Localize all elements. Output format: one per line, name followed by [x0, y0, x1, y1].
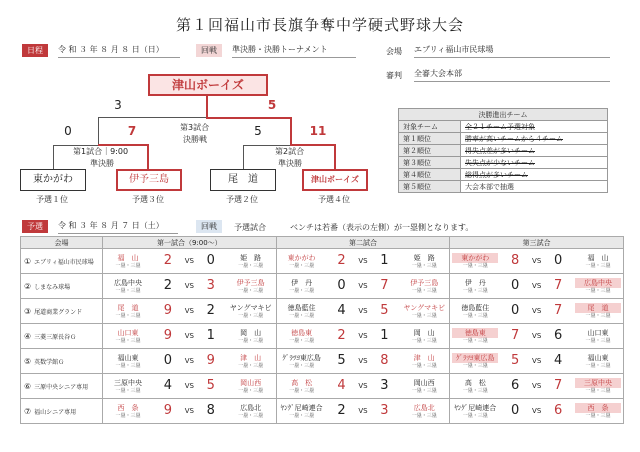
field-side: 一塁・三塁 — [289, 312, 315, 319]
game-cell — [276, 324, 450, 349]
prelim-round-value: 予選試合 — [234, 223, 266, 232]
score: 2 — [337, 403, 346, 418]
score: 9 — [163, 403, 172, 418]
final-name: 決勝戦 — [183, 135, 207, 144]
vs-label: VS — [184, 307, 194, 315]
team-name: 高 松 — [464, 378, 486, 387]
col-header: 第二試合 — [276, 237, 450, 249]
prelim-round-label: 回戦 — [196, 220, 222, 233]
score: 3 — [206, 278, 215, 293]
field-side: 一塁・三塁 — [238, 362, 264, 369]
score: 0 — [163, 353, 172, 368]
champion-box: 津山ボーイズ — [148, 74, 268, 96]
venue-name: 福山シニア専用 — [34, 408, 77, 416]
field-side: 一塁・三塁 — [585, 362, 611, 369]
game-cell — [450, 299, 624, 324]
vs-label: VS — [358, 407, 368, 415]
team-name: 尾 道 — [117, 303, 139, 312]
team-name: 福 山 — [117, 253, 139, 262]
venue-number: ⑥ — [24, 381, 32, 391]
score: 5 — [206, 378, 215, 393]
score: 6 — [553, 328, 563, 343]
team-box: 東かがわ — [20, 169, 86, 191]
game-cell — [450, 349, 624, 374]
team-name: 伊予三島 — [410, 278, 439, 287]
field-side: 一塁・三塁 — [411, 387, 437, 394]
field-side: 一塁・三塁 — [238, 287, 264, 294]
vs-label: VS — [532, 382, 542, 390]
score: 2 — [163, 278, 172, 293]
umpire-label: 審判 — [386, 71, 402, 80]
team-name: ｸﾞﾗﾂﾖ東広島 — [452, 353, 498, 363]
field-side: 一塁・三塁 — [115, 337, 141, 344]
game-cell — [103, 324, 277, 349]
team-note: 予選４位 — [318, 195, 350, 204]
score: 3 — [380, 378, 389, 393]
score: 0 — [337, 278, 346, 293]
venue-name: 三菱三原長谷Ｇ — [34, 333, 77, 341]
score: 2 — [163, 253, 172, 268]
field-side: 一塁・三塁 — [238, 412, 264, 419]
team-name: 伊 丹 — [291, 278, 313, 287]
score: 9 — [163, 303, 172, 318]
team-name: 伊 丹 — [464, 278, 486, 287]
field-side: 一塁・三塁 — [289, 387, 315, 394]
team-name: 山口東 — [587, 328, 609, 337]
team-name: 徳島藍住 — [287, 303, 316, 312]
semi1-name: 準決勝 — [90, 159, 114, 168]
score: 6 — [511, 378, 520, 393]
semi2-game-no: 第2試合 — [275, 147, 305, 156]
venue-name: 三原中央シニア専用 — [34, 383, 89, 391]
field-side: 一塁・三塁 — [462, 412, 488, 419]
venue-name: 尾道商業グランド — [34, 308, 83, 316]
col-header: 第一試合（9:00～） — [103, 237, 277, 249]
team-name: 三原中央 — [114, 378, 142, 387]
team-name: 東かがわ — [452, 253, 498, 263]
field-side: 一塁・三塁 — [462, 262, 488, 269]
venue-name: 英数学館Ｇ — [34, 358, 65, 366]
game-cell — [450, 399, 624, 424]
team-name: 姫 路 — [240, 253, 262, 262]
team-name: 山口東 — [117, 328, 139, 337]
field-side: 一塁・三塁 — [115, 262, 141, 269]
score: 7 — [380, 278, 389, 293]
field-side: 一塁・三塁 — [238, 337, 264, 344]
team-name: 広島北 — [240, 403, 262, 412]
team-note: 予選１位 — [36, 195, 68, 204]
venue-number: ⑤ — [24, 356, 32, 366]
venue-value: エブリィ福山市民球場 — [414, 44, 610, 58]
team-box: 伊予三島 — [116, 169, 182, 191]
team-note: 予選２位 — [226, 195, 258, 204]
score: 9 — [163, 328, 172, 343]
score: 8 — [380, 353, 389, 368]
venue-cell — [21, 399, 103, 424]
vs-label: VS — [532, 257, 542, 265]
vs-label: VS — [184, 382, 194, 390]
game-cell — [103, 374, 277, 399]
prelim-table — [20, 236, 624, 424]
team-name: 岡 山 — [240, 328, 262, 337]
vs-label: VS — [532, 332, 542, 340]
team-name: 福山東 — [587, 353, 609, 362]
table-row — [21, 374, 624, 399]
venue-cell — [21, 249, 103, 274]
field-side: 一塁・三塁 — [411, 412, 437, 419]
field-side: 一塁・三塁 — [115, 362, 141, 369]
field-side: 一塁・三塁 — [462, 387, 488, 394]
game-cell — [103, 274, 277, 299]
page-title: 第１回福山市長旗争奪中学硬式野球大会 — [175, 16, 464, 34]
semi1-game-no: 第1試合｜9:00 — [73, 147, 129, 156]
game-cell — [276, 399, 450, 424]
field-side: 一塁・三塁 — [289, 412, 315, 419]
vs-label: VS — [358, 332, 368, 340]
prelim-note: ベンチは若番（表示の左側）が一塁側となります。 — [290, 223, 474, 232]
team-name: 広島北 — [413, 403, 435, 412]
venue-number: ④ — [24, 331, 32, 341]
table-row — [21, 274, 624, 299]
venue-name: エブリィ福山市民球場 — [34, 258, 94, 266]
field-side: 一塁・三塁 — [115, 287, 141, 294]
score: 1 — [380, 253, 389, 268]
score: 8 — [511, 253, 520, 268]
field-side: 一塁・三塁 — [289, 262, 315, 269]
game-cell — [276, 374, 450, 399]
venue-number: ③ — [24, 306, 32, 316]
field-side: 一塁・三塁 — [289, 362, 315, 369]
team-note: 予選３位 — [132, 195, 164, 204]
team-name: 福 山 — [587, 253, 609, 262]
round-label: 回戦 — [196, 44, 222, 57]
team-box: 尾 道 — [210, 169, 276, 191]
field-side: 一塁・三塁 — [462, 337, 488, 344]
team-name: ヤングマキビ — [229, 303, 272, 312]
field-side: 一塁・三塁 — [411, 312, 437, 319]
venue-number: ⑦ — [24, 406, 32, 416]
score: 0 — [511, 303, 520, 318]
team-name: 西 条 — [575, 403, 621, 413]
venue-cell — [21, 299, 103, 324]
field-side: 一塁・三塁 — [411, 287, 437, 294]
prelim-label: 予選 — [22, 220, 48, 233]
score: 5 — [337, 353, 346, 368]
semi2-score-right: 11 — [309, 124, 327, 138]
semi2-name: 準決勝 — [278, 159, 302, 168]
field-side: 一塁・三塁 — [289, 337, 315, 344]
semi1-score-left: 0 — [64, 124, 72, 138]
field-side: 一塁・三塁 — [411, 337, 437, 344]
field-side: 一塁・三塁 — [411, 362, 437, 369]
team-box: 津山ボーイズ — [302, 169, 368, 191]
col-header: 第三試合 — [450, 237, 624, 249]
score: 2 — [337, 253, 346, 268]
game-cell — [103, 349, 277, 374]
field-side: 一塁・三塁 — [289, 287, 315, 294]
field-side: 一塁・三塁 — [411, 262, 437, 269]
score: 7 — [553, 378, 563, 393]
table-row — [21, 349, 624, 374]
game-cell — [276, 274, 450, 299]
team-name: 津 山 — [413, 353, 435, 362]
game-cell — [276, 299, 450, 324]
venue-cell — [21, 324, 103, 349]
team-name: 広島中央 — [575, 278, 621, 288]
field-side: 一塁・三塁 — [238, 262, 264, 269]
venue-number: ① — [24, 256, 32, 266]
score: 1 — [206, 328, 215, 343]
venue-label: 会場 — [386, 47, 402, 56]
game-cell — [450, 324, 624, 349]
score: 5 — [380, 303, 389, 318]
field-side: 一塁・三塁 — [585, 312, 611, 319]
final-game-no: 第3試合 — [180, 123, 210, 132]
team-name: 津 山 — [240, 353, 262, 362]
score: 4 — [337, 378, 346, 393]
team-name: 高 松 — [291, 378, 313, 387]
team-name: 岡山西 — [413, 378, 435, 387]
vs-label: VS — [358, 307, 368, 315]
vs-label: VS — [184, 332, 194, 340]
score: 1 — [380, 328, 389, 343]
team-name: ﾔﾝｸﾞ尼崎連合 — [280, 403, 323, 412]
team-name: 岡 山 — [413, 328, 435, 337]
score: 0 — [511, 403, 520, 418]
score: 2 — [206, 303, 215, 318]
team-name: 福山東 — [117, 353, 139, 362]
game-cell — [103, 299, 277, 324]
venue-number: ② — [24, 281, 32, 291]
score: 4 — [337, 303, 346, 318]
team-name: 伊予三島 — [236, 278, 265, 287]
advance-table: 決勝進出チーム 対象チーム 全２１チーム予選対象 第１順位 勝率が高いチームから４チーム 第２順位 得失点差が多いチーム 第３順位 失失点が少ないチーム 第４順位 総得点が多いチーム 第５順位 大会本部で抽選 — [398, 108, 608, 193]
vs-label: VS — [184, 407, 194, 415]
game-cell — [450, 274, 624, 299]
team-name: 東かがわ — [287, 253, 316, 262]
field-side: 一塁・三塁 — [585, 387, 611, 394]
score: 5 — [511, 353, 520, 368]
final-score-right: 5 — [267, 98, 277, 112]
prelim-date: 令 和 ３ 年 ８ 月 ７ 日（土） — [58, 220, 178, 234]
score: 7 — [511, 328, 520, 343]
venue-cell — [21, 274, 103, 299]
game-cell — [103, 399, 277, 424]
field-side: 一塁・三塁 — [238, 387, 264, 394]
team-name: 徳島藍住 — [461, 303, 490, 312]
team-name: 西 条 — [117, 403, 139, 412]
date-value: 令 和 ３ 年 ８ 月 ８ 日（日） — [58, 44, 180, 58]
vs-label: VS — [358, 382, 368, 390]
field-side: 一塁・三塁 — [115, 412, 141, 419]
score: 6 — [553, 403, 563, 418]
team-name: ｸﾞﾗﾂﾖ東広島 — [282, 353, 321, 362]
vs-label: VS — [532, 407, 542, 415]
final-score-left: 3 — [114, 98, 122, 112]
score: 0 — [206, 253, 215, 268]
team-name: 広島中央 — [114, 278, 142, 287]
field-side: 一塁・三塁 — [585, 287, 611, 294]
score: 8 — [206, 403, 215, 418]
game-cell — [276, 249, 450, 274]
team-name: 徳島東 — [452, 328, 498, 338]
score: 0 — [511, 278, 520, 293]
team-name: 岡山西 — [240, 378, 262, 387]
venue-name: しまなみ球場 — [34, 283, 71, 291]
score: 4 — [163, 378, 172, 393]
vs-label: VS — [532, 282, 542, 290]
team-name: ヤングマキビ — [403, 303, 446, 312]
game-cell — [103, 249, 277, 274]
venue-cell — [21, 349, 103, 374]
table-row — [21, 299, 624, 324]
vs-label: VS — [184, 282, 194, 290]
vs-label: VS — [358, 357, 368, 365]
umpire-value: 全審大会本部 — [414, 68, 610, 82]
vs-label: VS — [358, 282, 368, 290]
semi2-score-left: 5 — [254, 124, 262, 138]
field-side: 一塁・三塁 — [115, 387, 141, 394]
field-side: 一塁・三塁 — [585, 412, 611, 419]
semi1-score-right: 7 — [127, 124, 137, 138]
round-value: 準決勝・決勝トーナメント — [232, 44, 356, 58]
vs-label: VS — [184, 357, 194, 365]
advance-title: 決勝進出チーム — [399, 109, 608, 121]
game-cell — [450, 374, 624, 399]
field-side: 一塁・三塁 — [115, 312, 141, 319]
table-row — [21, 249, 624, 274]
score: 7 — [553, 303, 563, 318]
score: 2 — [337, 328, 346, 343]
score: 0 — [553, 253, 563, 268]
field-side: 一塁・三塁 — [462, 362, 488, 369]
date-label: 日程 — [22, 44, 48, 57]
vs-label: VS — [532, 307, 542, 315]
score: 7 — [553, 278, 563, 293]
field-side: 一塁・三塁 — [585, 337, 611, 344]
team-name: 尾 道 — [575, 303, 621, 313]
vs-label: VS — [358, 257, 368, 265]
score: 9 — [206, 353, 215, 368]
team-name: 姫 路 — [413, 253, 435, 262]
team-name: 三原中央 — [575, 378, 621, 388]
field-side: 一塁・三塁 — [238, 312, 264, 319]
vs-label: VS — [532, 357, 542, 365]
team-name: ﾔﾝｸﾞ尼崎連合 — [454, 403, 497, 412]
field-side: 一塁・三塁 — [462, 287, 488, 294]
col-header: 会場 — [21, 237, 103, 249]
table-row — [21, 324, 624, 349]
score: 3 — [380, 403, 389, 418]
game-cell — [450, 249, 624, 274]
score: 4 — [553, 353, 563, 368]
vs-label: VS — [184, 257, 194, 265]
table-row — [21, 399, 624, 424]
field-side: 一塁・三塁 — [585, 262, 611, 269]
field-side: 一塁・三塁 — [462, 312, 488, 319]
team-name: 徳島東 — [291, 328, 313, 337]
venue-cell — [21, 374, 103, 399]
game-cell — [276, 349, 450, 374]
